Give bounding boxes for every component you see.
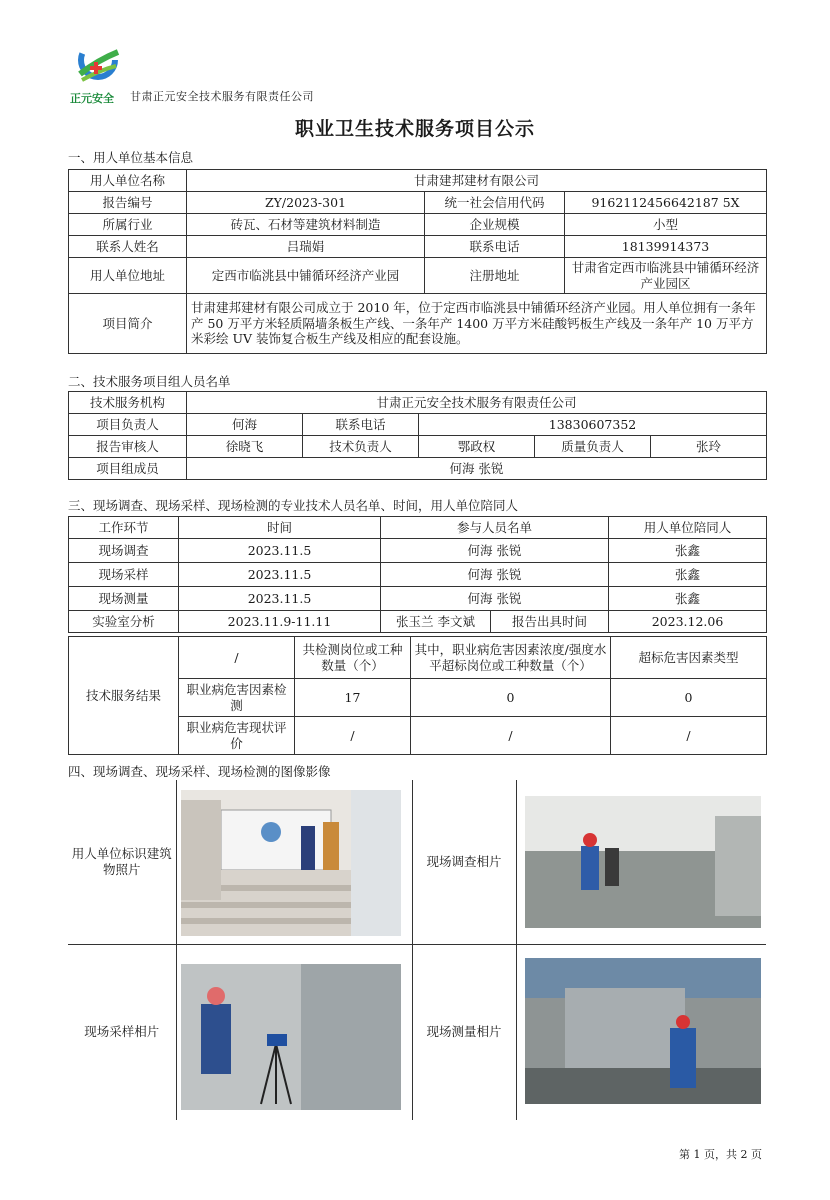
org: 甘肃正元安全技术服务有限责任公司 xyxy=(187,392,767,414)
photo4-label: 现场测量相片 xyxy=(412,944,516,1120)
sampling-photo xyxy=(181,964,401,1110)
page-number: 第 1 页，共 2 页 xyxy=(679,1148,762,1161)
table-row-stage: 现场调查 xyxy=(69,539,179,563)
industry: 砖瓦、石材等建筑材料制造 xyxy=(187,214,425,236)
table-row-escort: 张鑫 xyxy=(609,539,767,563)
result-table xyxy=(68,636,767,755)
table-row-escort: 张鑫 xyxy=(609,587,767,611)
result-row1-total: 17 xyxy=(295,679,411,717)
scale-label: 企业规模 xyxy=(425,214,565,236)
header-company-name: 甘肃正元安全技术服务有限责任公司 xyxy=(130,90,314,103)
employer-info-table xyxy=(68,169,767,354)
building-photo xyxy=(181,790,401,936)
org-label: 技术服务机构 xyxy=(69,392,187,414)
page-title: 职业卫生技术服务项目公示 xyxy=(294,118,535,140)
credit-code: 9162112456642187 5X xyxy=(565,192,767,214)
table-row-time: 2023.11.5 xyxy=(179,563,381,587)
result-col2: 其中，职业病危害因素浓度/强度水平超标岗位或工种数量（个） xyxy=(411,637,611,679)
tech-label: 技术负责人 xyxy=(303,436,419,458)
result-row2-total: / xyxy=(295,717,411,755)
lab-time: 2023.11.9-11.11 xyxy=(179,611,381,633)
industry-label: 所属行业 xyxy=(69,214,187,236)
col-people: 参与人员名单 xyxy=(381,517,609,539)
address: 定西市临洮县中铺循环经济产业园 xyxy=(187,258,425,294)
reg-address-label: 注册地址 xyxy=(425,258,565,294)
result-row2-label: 职业病危害现状评价 xyxy=(179,717,295,755)
table-row-stage: 现场采样 xyxy=(69,563,179,587)
quality: 张玲 xyxy=(651,436,767,458)
result-row1-label: 职业病危害因素检测 xyxy=(179,679,295,717)
lab-label: 实验室分析 xyxy=(69,611,179,633)
table-row-people: 何海 张锐 xyxy=(381,539,609,563)
result-row1-exceed: 0 xyxy=(411,679,611,717)
result-slash: / xyxy=(179,637,295,679)
report-no-label: 报告编号 xyxy=(69,192,187,214)
address-label: 用人单位地址 xyxy=(69,258,187,294)
col-stage: 工作环节 xyxy=(69,517,179,539)
result-col1: 共检测岗位或工种数量（个） xyxy=(295,637,411,679)
intro-label: 项目简介 xyxy=(69,294,187,354)
section1-heading: 一、用人单位基本信息 xyxy=(68,150,194,165)
table-row-people: 何海 张锐 xyxy=(381,563,609,587)
credit-code-label: 统一社会信用代码 xyxy=(425,192,565,214)
table-row-time: 2023.11.5 xyxy=(179,539,381,563)
col-time: 时间 xyxy=(179,517,381,539)
report-date-label: 报告出具时间 xyxy=(491,611,609,633)
logo-text: 正元安全 xyxy=(70,92,114,105)
section3-heading: 三、现场调查、现场采样、现场检测的专业技术人员名单、时间，用人单位陪同人 xyxy=(68,498,519,513)
photo2-label: 现场调查相片 xyxy=(412,780,516,944)
table-row-time: 2023.11.5 xyxy=(179,587,381,611)
project-intro: 甘肃建邦建材有限公司成立于 2010 年，位于定西市临洮县中铺循环经济产业园。用人单位拥有一条年产 50 万平方米轻质隔墙条板生产线、一条年产 1400 万平方米硅酸钙板生产线及一条年产 10 万平方米彩绘 UV 装饰复合板生产线及相应的配套设施。 xyxy=(187,294,767,354)
reviewer-label: 报告审核人 xyxy=(69,436,187,458)
team-table xyxy=(68,391,767,480)
survey-photo xyxy=(525,796,761,928)
section4-heading: 四、现场调查、现场采样、现场检测的图像影像 xyxy=(68,764,331,779)
table-row-escort: 张鑫 xyxy=(609,563,767,587)
section2-heading: 二、技术服务项目组人员名单 xyxy=(68,374,231,389)
result-row2-exceed: / xyxy=(411,717,611,755)
table-row-people: 何海 张锐 xyxy=(381,587,609,611)
phone: 18139914373 xyxy=(565,236,767,258)
fieldwork-table xyxy=(68,516,767,633)
result-label: 技术服务结果 xyxy=(69,637,179,755)
report-no: ZY/2023-301 xyxy=(187,192,425,214)
quality-label: 质量负责人 xyxy=(535,436,651,458)
result-row1-type: 0 xyxy=(611,679,767,717)
measurement-photo xyxy=(525,958,761,1104)
tech: 鄂政权 xyxy=(419,436,535,458)
contact: 吕瑞娟 xyxy=(187,236,425,258)
scale: 小型 xyxy=(565,214,767,236)
reg-address: 甘肃省定西市临洮县中铺循环经济产业园区 xyxy=(565,258,767,294)
members: 何海 张锐 xyxy=(187,458,767,480)
result-col3: 超标危害因素类型 xyxy=(611,637,767,679)
employer-name-label: 用人单位名称 xyxy=(69,170,187,192)
report-date: 2023.12.06 xyxy=(609,611,767,633)
leader-phone: 13830607352 xyxy=(419,414,767,436)
phone-label: 联系电话 xyxy=(425,236,565,258)
contact-label: 联系人姓名 xyxy=(69,236,187,258)
table-row-stage: 现场测量 xyxy=(69,587,179,611)
col-escort: 用人单位陪同人 xyxy=(609,517,767,539)
employer-name: 甘肃建邦建材有限公司 xyxy=(187,170,767,192)
photo3-label: 现场采样相片 xyxy=(68,944,176,1120)
result-row2-type: / xyxy=(611,717,767,755)
photo1-label: 用人单位标识建筑物照片 xyxy=(68,780,176,944)
lab-people: 张玉兰 李文斌 xyxy=(381,611,491,633)
members-label: 项目组成员 xyxy=(69,458,187,480)
leader-label: 项目负责人 xyxy=(69,414,187,436)
reviewer: 徐晓飞 xyxy=(187,436,303,458)
leader: 何海 xyxy=(187,414,303,436)
leader-phone-label: 联系电话 xyxy=(303,414,419,436)
